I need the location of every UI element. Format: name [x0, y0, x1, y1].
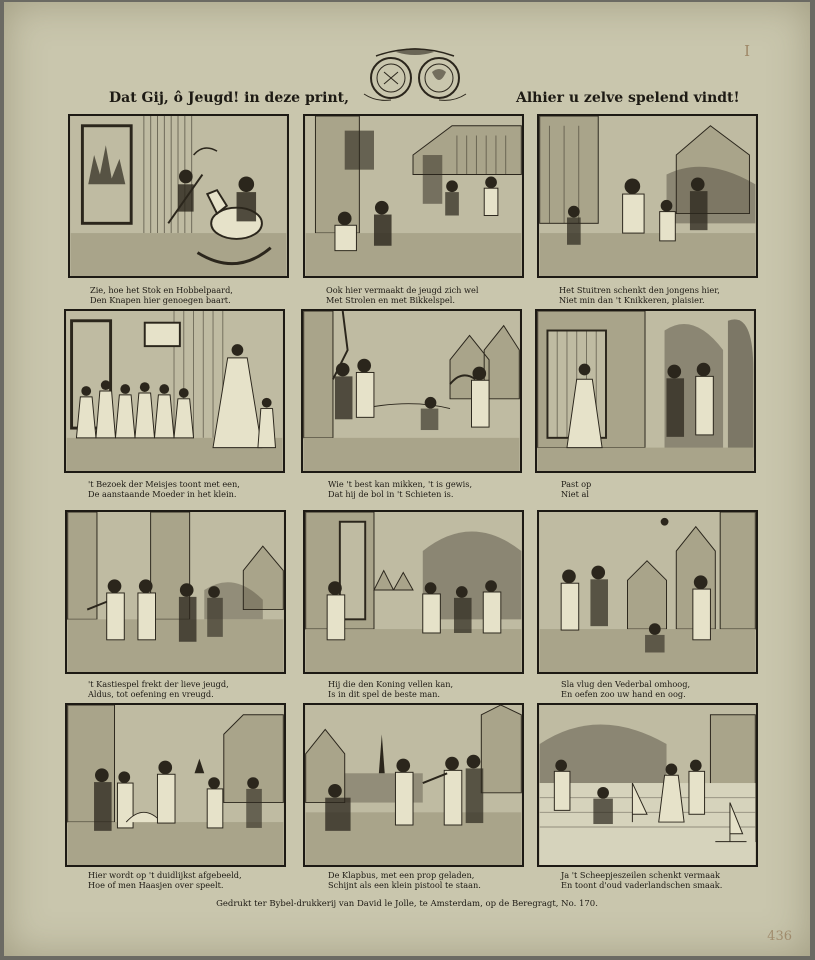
caption-5-line-1: Wie 't best kan mikken, 't is gewis,: [328, 479, 473, 489]
woodcut-hobby-horse: [70, 116, 287, 276]
woodcut-haasje-over: [67, 705, 284, 865]
caption-6: [561, 479, 801, 499]
caption-5-line-2: Dat hij de bol in 't Schieten is.: [328, 489, 454, 499]
caption-4-line-2: De aanstaande Moeder in het klein.: [88, 489, 237, 499]
woodcut-bezoek: [66, 311, 283, 471]
caption-10: [88, 870, 328, 890]
panel-bikkelspel: [303, 114, 524, 278]
woodcut-koning: [305, 512, 522, 672]
caption-7-line-1: 't Kastiespel frekt der lieve jeugd,: [88, 679, 229, 689]
caption-11-line-1: De Klapbus, met een prop geladen,: [328, 870, 475, 880]
caption-7: [88, 679, 328, 699]
panel-stuitren: [537, 114, 758, 278]
caption-1: [90, 285, 330, 305]
caption-10-line-2: Hoe of men Haasjen over speelt.: [88, 880, 224, 890]
caption-12-line-2: En toont d'oud vaderlandschen smaak.: [561, 880, 723, 890]
panel-klapbus: [303, 703, 524, 867]
caption-3-line-1: Het Stuitren schenkt den jongens hier,: [559, 285, 720, 295]
caption-4: [88, 479, 328, 499]
caption-2-line-1: Ook hier vermaakt de jeugd zich wel: [326, 285, 479, 295]
woodcut-kastiespel: [67, 512, 284, 672]
panel-schieten: [301, 309, 522, 473]
woodcut-klapbus: [305, 705, 522, 865]
woodcut-bikkelspel: [305, 116, 522, 276]
printer-emblem-icon: [356, 44, 474, 106]
caption-3: [559, 285, 799, 305]
panel-hobby-horse: [68, 114, 289, 278]
panel-past-op: [535, 309, 756, 473]
caption-2-line-2: Met Strolen en met Bikkelspel.: [326, 295, 455, 305]
title-right: Alhier u zelve spelend vindt!: [516, 90, 740, 106]
inventory-mark: I: [744, 42, 750, 60]
caption-9: [561, 679, 801, 699]
caption-9-line-2: En oefen zoo uw hand en oog.: [561, 689, 686, 699]
caption-8-line-1: Hij die den Koning vellen kan,: [328, 679, 454, 689]
caption-6-line-1: Past op: [561, 479, 592, 489]
woodcut-past-op: [537, 311, 754, 471]
caption-5: [328, 479, 568, 499]
caption-2: [326, 285, 566, 305]
panel-bezoek: [64, 309, 285, 473]
caption-12: [561, 870, 801, 890]
collection-number: 436: [767, 929, 792, 944]
title-left: Dat Gij, ô Jeugd! in deze print,: [109, 90, 349, 106]
caption-11-line-2: Schijnt als een klein pistool te staan.: [328, 880, 481, 890]
woodcut-vederbal: [539, 512, 756, 672]
caption-8-line-2: Is in dit spel de beste man.: [328, 689, 441, 699]
caption-7-line-2: Aldus, tot oefening en vreugd.: [88, 689, 214, 699]
panel-koning: [303, 510, 524, 674]
caption-1-line-2: Den Knapen hier genoegen baart.: [90, 295, 231, 305]
woodcut-stuitren: [539, 116, 756, 276]
caption-1-line-1: Zie, hoe het Stok en Hobbelpaard,: [90, 285, 233, 295]
imprint-footer: Gedrukt ter Bybel-drukkerij van David le Jolle, te Amsterdam, op de Beregragt, No. 170.: [216, 899, 598, 909]
panel-kastiespel: [65, 510, 286, 674]
woodcut-schieten: [303, 311, 520, 471]
caption-10-line-1: Hier wordt op 't duidlijkst afgebeeld,: [88, 870, 242, 880]
panel-vederbal: [537, 510, 758, 674]
caption-6-line-2: Niet al: [561, 489, 590, 499]
caption-11: [328, 870, 568, 890]
caption-9-line-1: Sla vlug den Vederbal omhoog,: [561, 679, 691, 689]
woodcut-scheepjeszeilen: [539, 705, 756, 865]
panel-scheepjeszeilen: [537, 703, 758, 867]
caption-4-line-1: 't Bezoek der Meisjes toont met een,: [88, 479, 240, 489]
caption-12-line-1: Ja 't Scheepjeszeilen schenkt vermaak: [561, 870, 720, 880]
caption-8: [328, 679, 568, 699]
print-sheet: [4, 2, 810, 956]
caption-3-line-2: Niet min dan 't Knikkeren, plaisier.: [559, 295, 705, 305]
panel-haasje-over: [65, 703, 286, 867]
